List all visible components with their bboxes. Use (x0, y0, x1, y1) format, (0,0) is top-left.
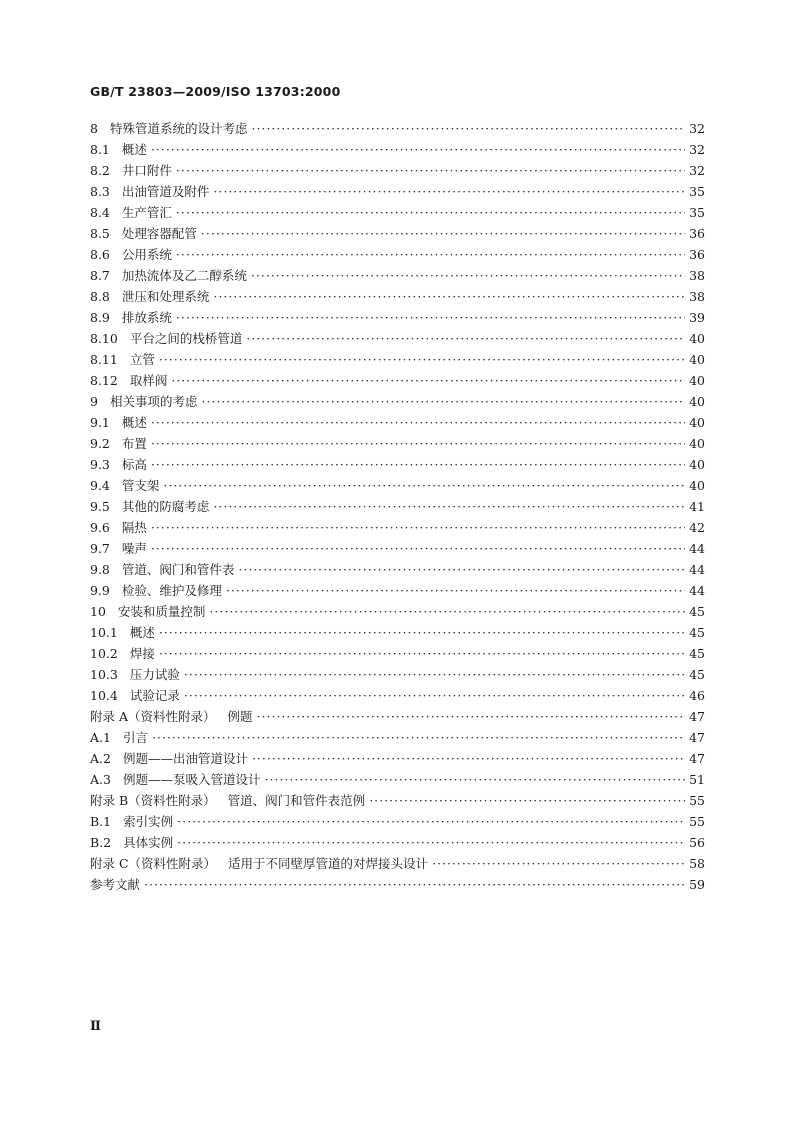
toc-entry[interactable] (90, 643, 705, 664)
toc-entry-title: 泄压和处理系统 (121, 289, 210, 304)
dot-leader (257, 706, 685, 727)
toc-entry-title: 公用系统 (121, 247, 172, 262)
toc-entry-title: 索引实例 (123, 814, 174, 829)
toc-entry-number: 9.6 (90, 520, 110, 535)
toc-entry-number: 10 (90, 604, 106, 619)
toc-entry-page: 47 (689, 730, 705, 745)
toc-entry-title: 安装和质量控制 (117, 604, 206, 619)
toc-entry-number: A.3 (90, 772, 111, 787)
toc-entry-number: 9.9 (90, 583, 110, 598)
toc-entry-title: 布置 (121, 436, 147, 451)
dot-leader (251, 265, 685, 286)
toc-entry[interactable] (90, 118, 705, 139)
toc-entry-page: 55 (689, 793, 705, 808)
toc-entry[interactable] (90, 811, 705, 832)
dot-leader (159, 643, 685, 664)
toc-entry[interactable] (90, 412, 705, 433)
dot-leader (252, 748, 685, 769)
toc-entry-page: 46 (689, 688, 705, 703)
toc-entry-number: 8.9 (90, 310, 110, 325)
dot-leader (213, 181, 685, 202)
toc-entry-number: 8.2 (90, 163, 110, 178)
toc-entry-number: 8.5 (90, 226, 110, 241)
toc-entry[interactable] (90, 853, 705, 874)
toc-entry-page: 35 (689, 205, 705, 220)
toc-entry-title: 试验记录 (129, 688, 180, 703)
toc-entry[interactable] (90, 664, 705, 685)
toc-entry-page: 42 (689, 520, 705, 535)
toc-entry[interactable] (90, 475, 705, 496)
toc-entry[interactable] (90, 874, 705, 895)
toc-entry-page: 55 (689, 814, 705, 829)
toc-entry-number: 9.1 (90, 415, 110, 430)
toc-entry-title: 管道、阀门和管件表范例 (227, 793, 366, 808)
toc-entry-number: 附录 A（资料性附录） (90, 709, 216, 724)
dot-leader (176, 202, 685, 223)
toc-entry-page: 40 (689, 394, 705, 409)
page-number: Ⅱ (90, 1019, 101, 1034)
dot-leader (159, 622, 685, 643)
toc-entry[interactable] (90, 307, 705, 328)
dot-leader (432, 853, 685, 874)
toc-entry-number: 附录 C（资料性附录） (90, 856, 217, 871)
toc-entry-page: 36 (689, 247, 705, 262)
dot-leader (209, 601, 685, 622)
dot-leader (213, 496, 685, 517)
toc-entry-page: 40 (689, 331, 705, 346)
toc-entry-page: 38 (689, 268, 705, 283)
dot-leader (159, 349, 685, 370)
toc-entry-number: 8.10 (90, 331, 118, 346)
table-of-contents (90, 118, 705, 895)
toc-entry-page: 47 (689, 751, 705, 766)
dot-leader (151, 517, 685, 538)
dot-leader (226, 580, 685, 601)
toc-entry-title: 管支架 (121, 478, 160, 493)
toc-entry[interactable] (90, 349, 705, 370)
dot-leader (171, 370, 685, 391)
toc-entry[interactable] (90, 391, 705, 412)
toc-entry[interactable] (90, 748, 705, 769)
toc-entry-page: 45 (689, 604, 705, 619)
dot-leader (151, 454, 685, 475)
toc-entry[interactable] (90, 328, 705, 349)
toc-entry[interactable] (90, 433, 705, 454)
toc-entry[interactable] (90, 580, 705, 601)
toc-entry-title: 出油管道及附件 (121, 184, 210, 199)
toc-entry-title: 管道、阀门和管件表 (121, 562, 235, 577)
toc-entry-number: 8.3 (90, 184, 110, 199)
toc-entry-title: 排放系统 (121, 310, 172, 325)
dot-leader (176, 307, 685, 328)
toc-entry-page: 40 (689, 415, 705, 430)
dot-leader (184, 664, 685, 685)
toc-entry-title: 概述 (121, 142, 147, 157)
toc-entry-number: 附录 B（资料性附录） (90, 793, 216, 808)
dot-leader (264, 769, 685, 790)
toc-entry[interactable] (90, 139, 705, 160)
toc-entry-page: 44 (689, 583, 705, 598)
toc-entry-title: 具体实例 (123, 835, 174, 850)
toc-entry-number: 10.3 (90, 667, 118, 682)
toc-entry-title: 压力试验 (129, 667, 180, 682)
toc-entry-title: 相关事项的考虑 (109, 394, 198, 409)
toc-entry-title: 适用于不同壁厚管道的对焊接头设计 (228, 856, 429, 871)
toc-entry-title: 标高 (121, 457, 147, 472)
toc-entry-page: 44 (689, 541, 705, 556)
toc-entry-number: 8 (90, 121, 98, 136)
toc-entry[interactable] (90, 370, 705, 391)
dot-leader (177, 832, 685, 853)
toc-entry-title: 例题——出油管道设计 (122, 751, 248, 766)
toc-entry-number: 8.11 (90, 352, 118, 367)
toc-entry-title: 引言 (122, 730, 148, 745)
dot-leader (201, 223, 685, 244)
toc-entry-page: 41 (689, 499, 705, 514)
toc-entry-title: 立管 (129, 352, 155, 367)
toc-entry[interactable] (90, 160, 705, 181)
toc-entry[interactable] (90, 538, 705, 559)
toc-entry[interactable] (90, 601, 705, 622)
toc-entry-page: 32 (689, 142, 705, 157)
toc-entry-number: 9.2 (90, 436, 110, 451)
toc-entry-page: 32 (689, 121, 705, 136)
toc-entry-title: 生产管汇 (121, 205, 172, 220)
toc-entry[interactable] (90, 454, 705, 475)
toc-entry[interactable] (90, 517, 705, 538)
toc-entry-number: 10.1 (90, 625, 118, 640)
toc-entry[interactable] (90, 832, 705, 853)
toc-entry-page: 45 (689, 667, 705, 682)
toc-entry-page: 39 (689, 310, 705, 325)
toc-entry-title: 取样阀 (129, 373, 168, 388)
toc-entry-number: 8.6 (90, 247, 110, 262)
toc-entry-number: 9.7 (90, 541, 110, 556)
toc-entry-number: 8.8 (90, 289, 110, 304)
toc-entry[interactable] (90, 223, 705, 244)
toc-entry-page: 58 (689, 856, 705, 871)
toc-entry-page: 47 (689, 709, 705, 724)
dot-leader (201, 391, 685, 412)
toc-entry[interactable] (90, 181, 705, 202)
toc-entry-title: 井口附件 (121, 163, 172, 178)
toc-entry-number: 9.4 (90, 478, 110, 493)
toc-entry-page: 51 (689, 772, 705, 787)
dot-leader (151, 433, 685, 454)
toc-entry[interactable] (90, 202, 705, 223)
toc-entry-page: 59 (689, 877, 705, 892)
toc-entry-number: 10.2 (90, 646, 118, 661)
standard-header: GB/T 23803—2009/ISO 13703:2000 (90, 84, 341, 99)
toc-entry-title: 例题 (227, 709, 253, 724)
toc-entry[interactable] (90, 622, 705, 643)
toc-entry-title: 加热流体及乙二醇系统 (121, 268, 247, 283)
toc-entry-page: 32 (689, 163, 705, 178)
toc-entry-number: 9.3 (90, 457, 110, 472)
toc-entry[interactable] (90, 790, 705, 811)
toc-entry[interactable] (90, 685, 705, 706)
dot-leader (369, 790, 685, 811)
toc-entry-page: 40 (689, 436, 705, 451)
toc-entry-number: 9.8 (90, 562, 110, 577)
toc-entry-title: 噪声 (121, 541, 147, 556)
toc-entry-title: 概述 (129, 625, 155, 640)
toc-entry-page: 44 (689, 562, 705, 577)
toc-entry-page: 36 (689, 226, 705, 241)
toc-entry-number: 8.7 (90, 268, 110, 283)
toc-entry-number: A.1 (90, 730, 111, 745)
toc-entry-title: 例题——泵吸入管道设计 (122, 772, 261, 787)
toc-entry-title: 其他的防腐考虑 (121, 499, 210, 514)
dot-leader (151, 139, 685, 160)
toc-entry-number: 8.1 (90, 142, 110, 157)
dot-leader (152, 727, 685, 748)
dot-leader (144, 874, 685, 895)
toc-entry-number: 8.12 (90, 373, 118, 388)
toc-entry-number: 9 (90, 394, 98, 409)
toc-entry[interactable] (90, 496, 705, 517)
dot-leader (251, 118, 685, 139)
toc-entry-title: 特殊管道系统的设计考虑 (109, 121, 248, 136)
toc-entry-page: 38 (689, 289, 705, 304)
toc-entry-page: 35 (689, 184, 705, 199)
toc-entry-number: A.2 (90, 751, 111, 766)
toc-entry-title: 参考文献 (90, 877, 141, 892)
toc-entry-page: 40 (689, 373, 705, 388)
toc-entry-page: 40 (689, 457, 705, 472)
toc-entry-title: 概述 (121, 415, 147, 430)
toc-entry-number: 9.5 (90, 499, 110, 514)
toc-entry-title: 检验、维护及修理 (121, 583, 222, 598)
dot-leader (238, 559, 685, 580)
toc-entry[interactable] (90, 559, 705, 580)
toc-entry-title: 处理容器配管 (121, 226, 197, 241)
toc-entry-number: 10.4 (90, 688, 118, 703)
toc-entry-number: B.1 (90, 814, 112, 829)
dot-leader (163, 475, 685, 496)
toc-entry-number: B.2 (90, 835, 112, 850)
toc-entry-number: 8.4 (90, 205, 110, 220)
dot-leader (176, 160, 685, 181)
dot-leader (184, 685, 685, 706)
dot-leader (213, 286, 685, 307)
toc-entry-title: 平台之间的栈桥管道 (129, 331, 243, 346)
toc-entry[interactable] (90, 265, 705, 286)
toc-entry-title: 隔热 (121, 520, 147, 535)
toc-entry-page: 45 (689, 625, 705, 640)
toc-entry-title: 焊接 (129, 646, 155, 661)
toc-entry[interactable] (90, 706, 705, 727)
toc-entry[interactable] (90, 286, 705, 307)
toc-entry-page: 56 (689, 835, 705, 850)
toc-entry-page: 40 (689, 352, 705, 367)
toc-entry[interactable] (90, 769, 705, 790)
toc-entry-page: 45 (689, 646, 705, 661)
dot-leader (151, 538, 685, 559)
dot-leader (246, 328, 685, 349)
toc-entry-page: 40 (689, 478, 705, 493)
dot-leader (177, 811, 685, 832)
toc-entry[interactable] (90, 244, 705, 265)
toc-entry[interactable] (90, 727, 705, 748)
dot-leader (151, 412, 685, 433)
dot-leader (176, 244, 685, 265)
